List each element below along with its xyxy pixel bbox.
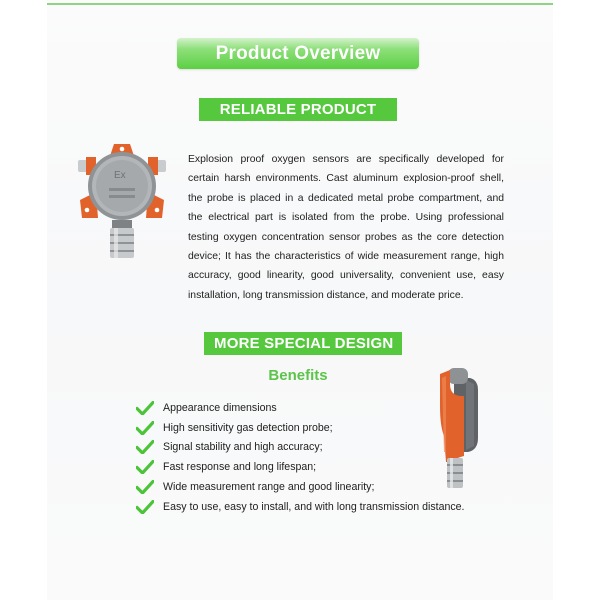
check-icon bbox=[136, 401, 154, 415]
gas-detector-side-image bbox=[436, 366, 478, 492]
product-overview-title: Product Overview bbox=[215, 42, 381, 64]
check-icon bbox=[136, 500, 154, 514]
more-special-design-title: MORE SPECIAL DESIGN bbox=[214, 335, 394, 352]
svg-text:Ex: Ex bbox=[114, 170, 126, 181]
benefit-item bbox=[136, 438, 465, 458]
more-special-design-banner bbox=[204, 332, 402, 355]
benefit-label: Signal stability and high accuracy; bbox=[163, 441, 323, 454]
top-divider bbox=[47, 3, 553, 5]
check-icon bbox=[136, 460, 154, 474]
product-overview-banner bbox=[177, 38, 419, 69]
benefit-item bbox=[136, 418, 465, 438]
gas-detector-front-image bbox=[76, 142, 168, 266]
reliable-product-banner bbox=[199, 98, 397, 121]
benefit-label: Wide measurement range and good linearity; bbox=[163, 481, 375, 494]
benefit-label: Easy to use, easy to install, and with long transmission distance. bbox=[163, 500, 465, 513]
check-icon bbox=[136, 480, 154, 494]
benefits-list bbox=[136, 398, 465, 517]
product-description: Explosion proof oxygen sensors are specifically developed for certain harsh environments. Cast aluminum explosion-proof shell, the probe is placed in a dedicated metal probe compartment, and the electrical part is isolated from the probe. Using professional testing oxygen concentration sensor probes as the core detection device; It has the characteristics of wide measurement range, high accuracy, good linearity, good universality, convenient use, easy installation, long transmission distance, and moderate price. bbox=[188, 154, 504, 301]
benefit-item bbox=[136, 457, 465, 477]
benefit-label: Appearance dimensions bbox=[163, 401, 277, 414]
check-icon bbox=[136, 440, 154, 454]
benefit-item bbox=[136, 497, 465, 517]
benefit-item bbox=[136, 477, 465, 497]
benefit-label: Fast response and long lifespan; bbox=[163, 461, 317, 474]
benefit-item bbox=[136, 398, 465, 418]
benefit-label: High sensitivity gas detection probe; bbox=[163, 421, 333, 434]
check-icon bbox=[136, 421, 154, 435]
reliable-product-title: RELIABLE PRODUCT bbox=[219, 101, 377, 118]
benefits-heading: Benefits bbox=[268, 367, 328, 384]
